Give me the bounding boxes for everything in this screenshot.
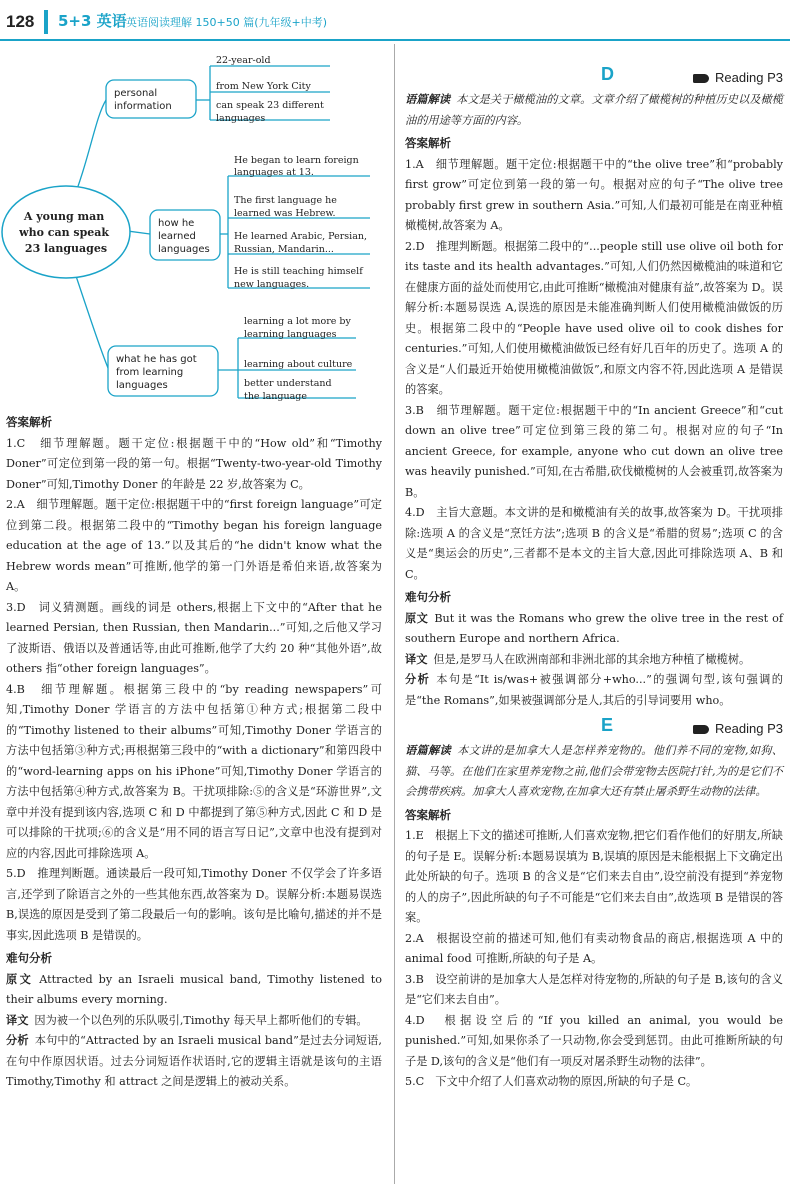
difficult-sentence-title: 难句分析 [405,590,451,604]
center-line: 23 languages [24,242,108,255]
leaf-text: better understand [244,378,332,389]
answers-title: 答案解析 [405,807,451,822]
brand-logo: 5+3 英语 [58,12,127,30]
answers-title: 答案解析 [405,136,451,150]
leaf-text: learning languages [244,329,337,340]
branch-label: personal [114,88,158,99]
passage-intro [405,741,783,803]
answer-item: 3.B 细节理解题。题干定位:根据题干中的“In ancient Greece”和“cut down an olive tree”可定位到第三段的第二句。根据对应的句子“In ancient Greece, for example, anyone who cut down an olive tree was heavily punished.”可知,在古希腊,砍伐橄榄树的人会被重罚,故答案为 B。 [405,403,783,499]
svg-text:He began to learn foreign [234,155,370,290]
answer-item: 4.B 细节理解题。根据第三段中的“by reading newspapers”可知,Timothy Doner 学语言的方法中包括第①种方式;根据第二段中的“Timothy listened to their albums”可知,Timothy Doner 学语言的方法中包括第③种方式;再根据第三段中的“with a dictionary”和第四段中的“word-learning apps on his iPhone”可知,Timothy Doner 学语言的方法中包括第④种方式,故答案为 B。干扰项排除:⑤的含义是“环游世界”,文章中并没有提到该内容,选项 C 和 D 中都提到了第⑤种方式,因此 C 和 D 是可以排除的干扰项;⑥的含义是“用不同的语言写日记”,文章中也没有提到对应的内容,因此可排除选项 A。 [6,682,382,860]
analysis-label: 分析 [405,673,431,686]
mind-map [0,48,390,410]
leaf-text: learned was Hebrew. [234,208,336,219]
analysis [6,1031,382,1093]
leaf-text: the language [244,391,307,402]
translation [405,650,783,671]
branch-label: learned [158,231,196,242]
reading-label: Reading P3 [715,721,783,736]
book-title: 英语阅读理解 150+50 篇(九年级+中考) [126,16,328,29]
svg-text:A young man who can speak [18,210,113,255]
analysis-text: 本句是“It is/was+被强调部分+who...”的强调句型,该句强调的是“the Romans”,如果被强调部分是人,其后的引导词要用 who。 [405,673,783,707]
page-header [0,0,790,42]
analysis [405,670,783,711]
leaf-text: can speak 23 different [216,100,324,111]
answer-item: 2.A 细节理解题。题干定位:根据题干中的“first foreign language”可定位到第二段。根据第二段中的“Timothy began his foreign language education at the age of 13.”以及其后的“he didn't know what the Hebrew words mean”可推断,他学的第一门外语是希伯来语,故答案为 A。 [6,498,382,593]
original-label: 原文 [405,611,429,625]
center-line: A young man [23,210,105,223]
leaf-text: Russian, Mandarin... [234,244,334,255]
leaf-text: He began to learn foreign [234,155,359,166]
answer-item: 3.D 词义猜测题。画线的词是 others,根据上下文中的“After that he learned Persian, then Russian, then Mandarin...”可知,之后他又学习了波斯语、俄语以及普通话等,由此可推断,他学了大约 20 种“其他外语”,故 others 指“other foreign languages”。 [6,600,382,675]
branch-label: information [114,101,172,112]
header-rule [0,39,790,41]
branch-personal-info [106,80,196,118]
analysis-label: 分析 [6,1034,29,1047]
branch-label: languages [116,380,168,391]
branch-label: what he has got [116,354,197,365]
answers-title: 答案解析 [6,415,52,429]
answer-item: 2.A 根据设空前的描述可知,他们有卖动物食品的商店,根据选项 A 中的 animal food 可推断,所缺的句子是 A。 [405,931,783,965]
leaf-text: The first language he [234,195,337,206]
difficult-sentence-title: 难句分析 [6,951,52,965]
passage-intro [405,90,783,131]
pointing-hand-icon [693,74,709,83]
answer-item: 5.C 下文中介绍了人们喜欢动物的原因,所缺的句子是 C。 [405,1075,698,1088]
leaf-text: new languages. [234,279,310,290]
translation [6,1011,382,1032]
leaf-text: 22-year-old [216,55,271,66]
original-text: Attracted by an Israeli musical band, Timothy listened to their albums every morning. [6,972,382,1006]
leaf-text: languages at 13. [234,167,314,178]
branch-label: languages [158,244,210,255]
branch-label: from learning [116,367,184,378]
original-label: 原文 [6,972,34,986]
intro-label: 语篇解读 [405,93,451,106]
leaf-text: learning about culture [244,359,353,370]
page-number: 128 [6,12,35,31]
svg-text:learning a lot more by lea [244,316,355,402]
answer-item: 2.D 推理判断题。根据第二段中的“...people still use olive oil both for its taste and its health advantages.”可知,人们仍然因橄榄油的味道和它在健康方面的益处而使用它,由此可推断“橄榄油对健康有益”,故答案为 D。误解分析:本题易误选 A,误选的原因是未能准确判断人们使用橄榄油做饭的历史。根据第二段中的“People have used olive oil to cook dishes for centuries.”可知,人们使用橄榄油做饭已经有好几百年的历史了。选项 A 的含义是“人们最近开始使用橄榄油做饭”,和原文内容不符,因此选项 A 是错误的答案。 [405,239,783,396]
section-e-header [405,717,783,739]
translation-text: 但是,是罗马人在欧洲南部和非洲北部的其余地方种植了橄榄树。 [433,652,751,666]
answer-item: 4.D 主旨大意题。本文讲的是和橄榄油有关的故事,故答案为 D。干扰项排除:选项 A 的含义是“烹饪方法”;选项 B 的含义是“希腊的贸易”;选项 C 的含义是“奥运会的历史”,三者都不是本文的主旨大意,因此可排除选项 A、B 和 C。 [405,506,783,581]
original-sentence [405,609,783,650]
translation-label: 译文 [6,1013,29,1027]
leaf-text: learning a lot more by [244,316,351,327]
answer-item: 1.E 根据上下文的描述可推断,人们喜欢宠物,把它们看作他们的好朋友,所缺的句子是 E。误解分析:本题易误填为 B,误填的原因是未能根据上下文确定出此处所缺的句子。选项 B 的含义是“它们来去自由”,设空前没有提到“养宠物的人的房子”,因此所缺的句子不可能是“它们来去自由”,故选项 B 是错误的答案。 [405,829,783,924]
original-text: But it was the Romans who grew the olive tree in the rest of southern Europe and northern Africa. [405,611,783,645]
translation-label: 译文 [405,652,428,666]
leaf-text: languages [216,113,266,124]
branch-label: how he [158,218,195,229]
original-sentence [6,970,382,1011]
intro-text: 本文是关于橄榄油的文章。文章介绍了橄榄树的种植历史以及橄榄油的用途等方面的内容。 [405,93,783,127]
column-divider [394,44,395,1184]
section-letter: D [601,64,614,84]
answer-item: 5.D 推理判断题。通读最后一段可知,Timothy Doner 不仅学会了许多语言,还学到了除语言之外的一些其他东西,故答案为 D。误解分析:本题易误选 B,误选的原因是受到了第二段最后一句的影响。该句是比喻句,描述的并不是事实,因此选项 B 是错误的。 [6,867,382,942]
intro-label: 语篇解读 [405,744,452,757]
leaf-text: He learned Arabic, Persian, [234,231,368,242]
answer-item: 1.A 细节理解题。题干定位:根据题干中的“the olive tree”和“probably first grow”可定位到第一段的第一句。根据对应的句子“The olive tree probably first grew in southern Asia.”可知,人们最初可能是在南亚种植橄榄树,故答案为 A。 [405,157,783,232]
reading-ref [693,719,783,740]
leaf-text: from New York City [216,81,311,92]
analysis-text: 本句中的“Attracted by an Israeli musical band”是过去分词短语,在句中作原因状语。过去分词短语作状语时,它的逻辑主语就是该句的主语 Timothy,Timothy 和 attract 之间是逻辑上的被动关系。 [6,1034,382,1088]
right-column [405,60,783,1093]
section-letter: E [601,715,614,735]
reading-label: Reading P3 [715,70,783,85]
answer-item: 3.B 设空前讲的是加拿大人是怎样对待宠物的,所缺的句子是 B,该句的含义是“它们来去自由”。 [405,972,783,1006]
translation-text: 因为被一个以色列的乐队吸引,Timothy 每天早上都听他们的专辑。 [34,1013,368,1027]
center-line: who can speak [19,226,110,239]
svg-text:22-year-old from New York [216,55,327,124]
header-accent-bar [44,10,48,34]
left-column [6,410,382,1093]
section-d-header [405,66,783,88]
pointing-hand-icon [693,725,709,734]
intro-text: 本文讲的是加拿大人是怎样养宠物的。他们养不同的宠物,如狗、猫、马等。在他们在家里养宠物之前,他们会带宠物去医院打针,为的是它们不会携带疾病。加拿大人喜欢宠物,在加拿大还有禁止屠杀野生动物的法律。 [405,744,783,798]
answer-item: 1.C 细节理解题。题干定位:根据题干中的“How old”和“Timothy Doner”可定位到第一段的第一句。根据“Twenty-two-year-old Timothy Doner”可知,Timothy Doner 的年龄是 22 岁,故答案为 C。 [6,436,382,491]
reading-ref [693,68,783,89]
answer-item: 4.D 根据设空后的“If you killed an animal, you would be punished.”可知,如果你杀了一只动物,你会受到惩罚。由此可推断所缺的句子是 D,该句的含义是“他们有一项反对屠杀野生动物的法律”。 [405,1013,783,1068]
leaf-text: He is still teaching himself [234,266,363,277]
